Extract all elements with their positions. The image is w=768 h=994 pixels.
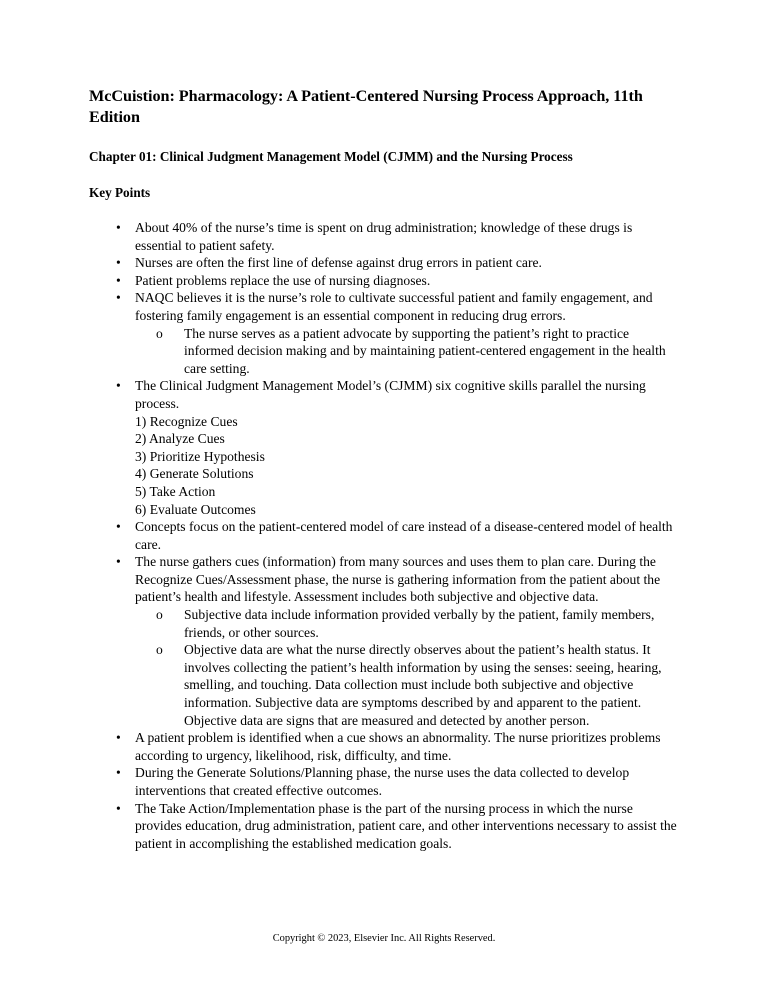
- key-point-item: [89, 272, 679, 290]
- key-point-item: [89, 553, 679, 729]
- key-point-text: Patient problems replace the use of nursing diagnoses.: [135, 272, 431, 288]
- key-point-subitem-text: Subjective data include information provided verbally by the patient, family members, friends, or other sources.: [184, 607, 655, 640]
- footer-copyright: Copyright © 2023, Elsevier Inc. All Rights Reserved.: [272, 933, 496, 944]
- key-point-text: The nurse gathers cues (information) from many sources and uses them to plan care. During the Recognize Cues/Assessment phase, the nurse is gathering information from the patient about the patient’s health and lifestyle. Assessment includes both subjective and objective data.: [135, 554, 661, 605]
- cjmm-step-line: 4) Generate Solutions: [135, 466, 254, 482]
- cjmm-step-list: [135, 413, 679, 519]
- bullet-disc-icon: •: [116, 519, 121, 535]
- key-point-subitem: [135, 606, 679, 641]
- key-point-item: [89, 377, 679, 518]
- key-point-text: A patient problem is identified when a cue shows an abnormality. The nurse prioritizes problems according to urgency, likelihood, risk, difficulty, and time.: [135, 730, 661, 763]
- key-point-item: [89, 764, 679, 799]
- key-point-text: Nurses are often the first line of defense against drug errors in patient care.: [135, 255, 542, 271]
- page-title: McCuistion: Pharmacology: A Patient-Centered Nursing Process Approach, 11th Edition: [89, 87, 643, 126]
- document-body: [89, 86, 679, 852]
- key-point-text: The Clinical Judgment Management Model’s (CJMM) six cognitive skills parallel the nursing process.: [135, 378, 646, 411]
- bullet-disc-icon: •: [116, 220, 121, 235]
- key-point-subitem-text: Objective data are what the nurse directly observes about the patient’s health status. It involves collecting the patient’s health information by using the senses: seeing, hearing, smelling, and touching. Data collection must include both subjective and objective information. Subjective data are symptoms described by and apparent to the patient. Objective data are signs that are measured and detected by another person.: [184, 642, 662, 728]
- bullet-disc-icon: •: [116, 730, 121, 746]
- key-point-text: Concepts focus on the patient-centered model of care instead of a disease-centered model of health care.: [135, 519, 673, 552]
- bullet-circle-icon: o: [156, 642, 163, 658]
- bullet-disc-icon: •: [116, 290, 121, 306]
- key-point-item: [89, 800, 679, 853]
- cjmm-step-line: 6) Evaluate Outcomes: [135, 501, 256, 517]
- bullet-circle-icon: o: [156, 607, 163, 623]
- bullet-disc-icon: •: [116, 800, 121, 816]
- cjmm-step-line: 2) Analyze Cues: [135, 431, 225, 447]
- key-point-item: [89, 254, 679, 272]
- key-point-sublist: [135, 325, 679, 378]
- bullet-disc-icon: •: [116, 765, 121, 781]
- key-point-subitem: [135, 325, 679, 378]
- key-point-text: During the Generate Solutions/Planning phase, the nurse uses the data collected to develop interventions that created effective outcomes.: [135, 765, 630, 798]
- key-point-text: NAQC believes it is the nurse’s role to cultivate successful patient and family engagement, and fostering family engagement is an essential component in reducing drug errors.: [135, 290, 653, 323]
- key-points-list: [89, 201, 679, 852]
- key-point-text: About 40% of the nurse’s time is spent on drug administration; knowledge of these drugs is essential to patient safety.: [135, 220, 633, 253]
- key-point-subitem-text: The nurse serves as a patient advocate by supporting the patient’s right to practice informed decision making and by maintaining patient-centered engagement in the health care setting.: [184, 325, 666, 376]
- key-point-item: [89, 729, 679, 764]
- key-point-subitem: [135, 641, 679, 729]
- cjmm-step-line: 1) Recognize Cues: [135, 413, 238, 429]
- cjmm-step-line: 5) Take Action: [135, 483, 216, 499]
- chapter-heading: Chapter 01: Clinical Judgment Management Model (CJMM) and the Nursing Process: [89, 149, 573, 164]
- key-point-text: The Take Action/Implementation phase is the part of the nursing process in which the nurse provides education, drug administration, patient care, and other interventions necessary to assist the patient in accomplishing the established medication goals.: [135, 800, 677, 851]
- bullet-circle-icon: o: [156, 325, 163, 341]
- section-heading-key-points: Key Points: [89, 184, 151, 200]
- bullet-disc-icon: •: [116, 378, 121, 394]
- bullet-disc-icon: •: [116, 255, 121, 271]
- cjmm-step-line: 3) Prioritize Hypothesis: [135, 448, 265, 464]
- bullet-disc-icon: •: [116, 554, 121, 570]
- key-point-item: [89, 289, 679, 377]
- key-point-item: [89, 518, 679, 553]
- bullet-disc-icon: •: [116, 272, 121, 288]
- key-point-item: [89, 219, 679, 254]
- key-point-sublist: [135, 606, 679, 729]
